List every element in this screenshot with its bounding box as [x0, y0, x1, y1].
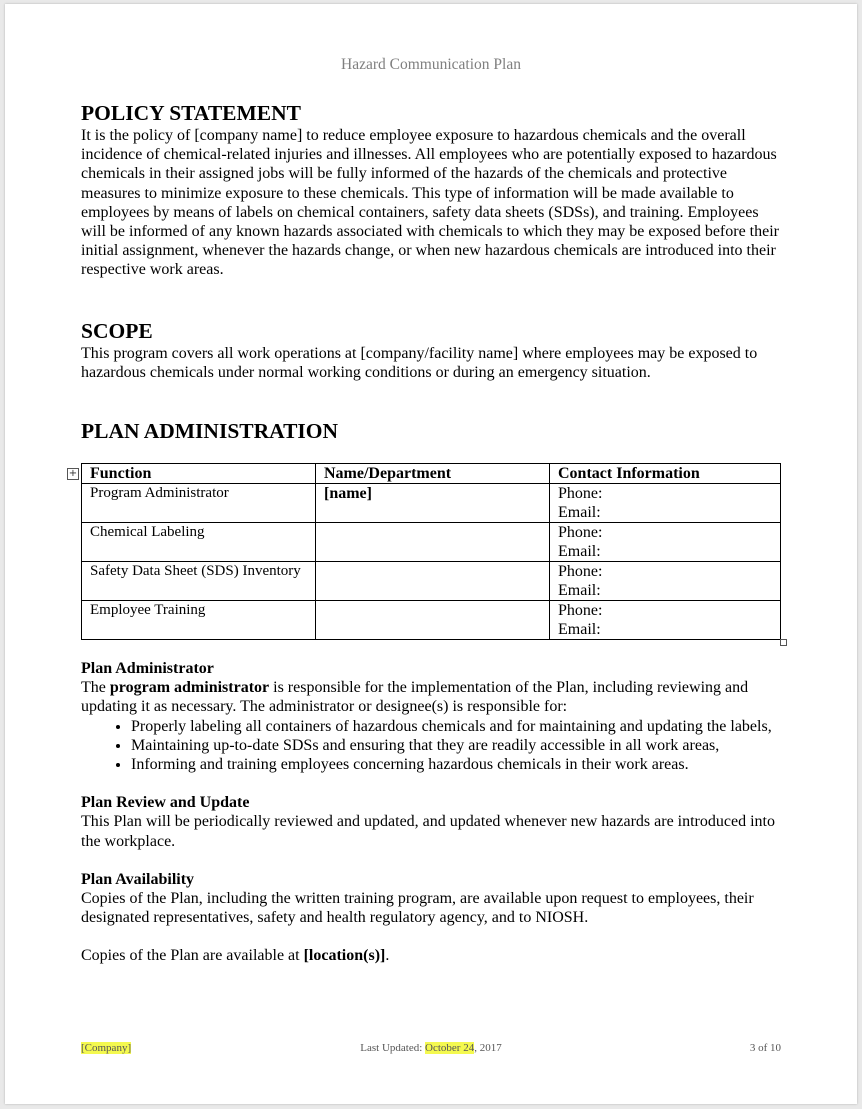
cell-name[interactable]: [name]: [316, 484, 550, 523]
list-item: • Properly labeling all containers of hazardous chemicals and for maintaining and updating the labels,: [131, 717, 787, 736]
plan-availability-heading: Plan Availability: [81, 870, 195, 888]
plan-review-body: This Plan will be periodically reviewed and updated, and updated whenever new hazards are introduced into the workplace.: [81, 813, 775, 850]
contact-phone: Phone:: [558, 485, 603, 503]
updated-year: , 2017: [474, 1042, 502, 1054]
plan-admin-table-wrap: [68, 463, 787, 640]
footer-page-number: 3 of 10: [749, 1042, 781, 1054]
scope-body: This program covers all work operations at [company/facility name] where employees may be exposed to hazardous chemicals under normal working conditions or during an emergency situation.: [81, 344, 758, 381]
cell-function[interactable]: Safety Data Sheet (SDS) Inventory: [82, 562, 316, 601]
header-contact-information: Contact Information: [550, 464, 781, 484]
contact-email: Email:: [558, 543, 601, 561]
table-row: [82, 601, 781, 640]
table-resize-handle[interactable]: [780, 639, 787, 646]
cell-function[interactable]: Employee Training: [82, 601, 316, 640]
location-text: .: [385, 947, 390, 965]
table-row: [82, 562, 781, 601]
running-header: Hazard Communication Plan: [341, 56, 521, 73]
table-row: [82, 484, 781, 523]
intro-text: is responsible for the implementation of the Plan, including reviewing and updating it as necessary. The administrator or designee(s) is responsible for:: [81, 679, 749, 716]
plan-admin-table: [81, 463, 781, 640]
cell-name[interactable]: [316, 562, 550, 601]
responsibilities-list: [81, 717, 787, 775]
cell-function[interactable]: Program Administrator: [82, 484, 316, 523]
location-bold-text: [location(s)]: [303, 947, 386, 965]
policy-body: It is the policy of [company name] to reduce employee exposure to hazardous chemicals and the overall incidence of chemical-related injuries and illnesses. All employees who are potentially exposed to hazardous chemicals in their assigned jobs will be fully informed of the hazards of the chemicals and protective measures to minimize exposure to these chemicals. This type of information will be made available to employees by means of labels on chemical containers, safety data sheets (SDSs), and training. Employees will be informed of any known hazards associated with chemicals to which they may be exposed before their initial assignment, whenever the hazards change, or when new hazardous chemicals are introduced into their respective work areas.: [81, 127, 779, 279]
page-content: [68, 100, 787, 966]
table-move-handle-icon[interactable]: +: [68, 468, 78, 480]
plan-review-heading: Plan Review and Update: [81, 794, 250, 812]
plan-administrator-heading: Plan Administrator: [81, 660, 214, 678]
footer-last-updated: [5, 1042, 857, 1054]
plan-administrator-intro: [81, 678, 787, 716]
policy-heading: POLICY STATEMENT: [81, 101, 302, 125]
header-function: Function: [82, 464, 316, 484]
plan-location: [81, 946, 787, 965]
company-placeholder: [Company]: [81, 1042, 132, 1054]
contact-phone: Phone:: [558, 602, 603, 620]
cell-contact[interactable]: [550, 484, 781, 523]
cell-name[interactable]: [316, 601, 550, 640]
location-text: Copies of the Plan are available at: [81, 947, 304, 965]
contact-phone: Phone:: [558, 563, 603, 581]
intro-bold-text: program administrator: [109, 679, 270, 697]
list-item: • Maintaining up-to-date SDSs and ensuring that they are readily accessible in all work areas,: [131, 736, 787, 755]
updated-date: October 24: [425, 1042, 475, 1054]
updated-label: Last Updated:: [360, 1042, 426, 1054]
list-item: • Informing and training employees concerning hazardous chemicals in their work areas.: [131, 755, 787, 774]
cell-contact[interactable]: [550, 523, 781, 562]
contact-email: Email:: [558, 621, 601, 639]
plan-administration-heading: PLAN ADMINISTRATION: [81, 419, 339, 444]
cell-function[interactable]: Chemical Labeling: [82, 523, 316, 562]
scope-heading: SCOPE: [81, 318, 153, 343]
table-row: [82, 523, 781, 562]
cell-contact[interactable]: [550, 601, 781, 640]
cell-contact[interactable]: [550, 562, 781, 601]
table-header-row: [82, 464, 781, 484]
contact-phone: Phone:: [558, 524, 603, 542]
header-name-department: Name/Department: [316, 464, 550, 484]
document-page: [5, 4, 857, 1104]
plan-availability-body: Copies of the Plan, including the written training program, are available upon request to employees, their designated representatives, safety and health regulatory agency, and to NIOSH.: [81, 890, 754, 927]
cell-name[interactable]: [316, 523, 550, 562]
intro-text: The: [81, 679, 110, 697]
contact-email: Email:: [558, 582, 601, 600]
contact-email: Email:: [558, 504, 601, 522]
